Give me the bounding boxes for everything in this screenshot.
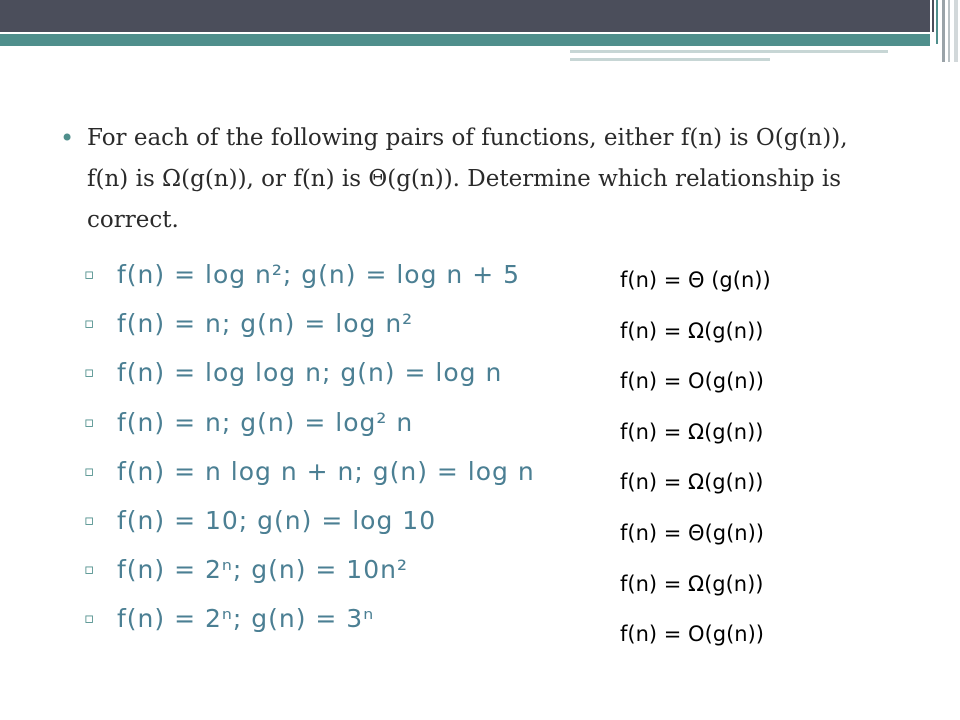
answer-item: f(n) = Ω(g(n)) xyxy=(620,470,764,495)
answer-item: f(n) = Ω(g(n)) xyxy=(620,419,764,444)
answer-item: f(n) = Θ(g(n)) xyxy=(620,520,764,545)
answer-item: f(n) = O(g(n)) xyxy=(620,369,764,394)
answer-item: f(n) = Θ (g(n)) xyxy=(620,268,771,292)
list-item xyxy=(84,598,604,647)
pair-text: f(n) = n log n + n; g(n) = log n xyxy=(117,456,535,486)
pair-text: f(n) = log n²; g(n) = log n + 5 xyxy=(117,260,520,289)
square-bullet-icon: ▫ xyxy=(84,609,95,628)
list-item xyxy=(84,303,604,352)
header-teal-band xyxy=(0,34,930,46)
list-item xyxy=(84,451,604,500)
square-bullet-icon: ▫ xyxy=(84,412,95,431)
list-item xyxy=(84,549,604,598)
answer-item: f(n) = Ω(g(n)) xyxy=(620,571,764,596)
bullet-icon: • xyxy=(60,124,75,152)
header-vertical-bars xyxy=(930,0,960,62)
square-bullet-icon: ▫ xyxy=(84,265,95,283)
square-bullet-icon: ▫ xyxy=(84,510,95,529)
header-accent-line xyxy=(570,50,888,53)
pair-text: f(n) = 10; g(n) = log 10 xyxy=(117,505,437,535)
answer-list xyxy=(620,260,920,665)
function-pair-list xyxy=(84,254,604,648)
square-bullet-icon: ▫ xyxy=(84,363,95,382)
square-bullet-icon: ▫ xyxy=(84,314,95,333)
pair-text: f(n) = log log n; g(n) = log n xyxy=(117,358,503,388)
pair-text: f(n) = n; g(n) = log² n xyxy=(117,407,414,437)
answer-item: f(n) = O(g(n)) xyxy=(620,622,764,647)
header-accent-line-short xyxy=(570,58,770,61)
pair-text: f(n) = 2ⁿ; g(n) = 3ⁿ xyxy=(117,604,375,634)
answer-item: f(n) = Ω(g(n)) xyxy=(620,318,764,343)
pair-text: f(n) = 2ⁿ; g(n) = 10n² xyxy=(117,555,408,585)
list-item xyxy=(84,402,604,451)
intro-text: For each of the following pairs of functions, either f(n) is O(g(n)), f(n) is Ω(g(n)), or f(n) is Θ(g(n)). Determine which relationship is correct. xyxy=(87,125,848,233)
list-item xyxy=(84,500,604,549)
list-item xyxy=(84,352,604,401)
intro-bullet xyxy=(60,118,890,241)
square-bullet-icon: ▫ xyxy=(84,461,95,480)
header-dark-band xyxy=(0,0,930,32)
list-item xyxy=(84,254,604,303)
pair-text: f(n) = n; g(n) = log n² xyxy=(117,309,414,339)
square-bullet-icon: ▫ xyxy=(84,560,95,579)
